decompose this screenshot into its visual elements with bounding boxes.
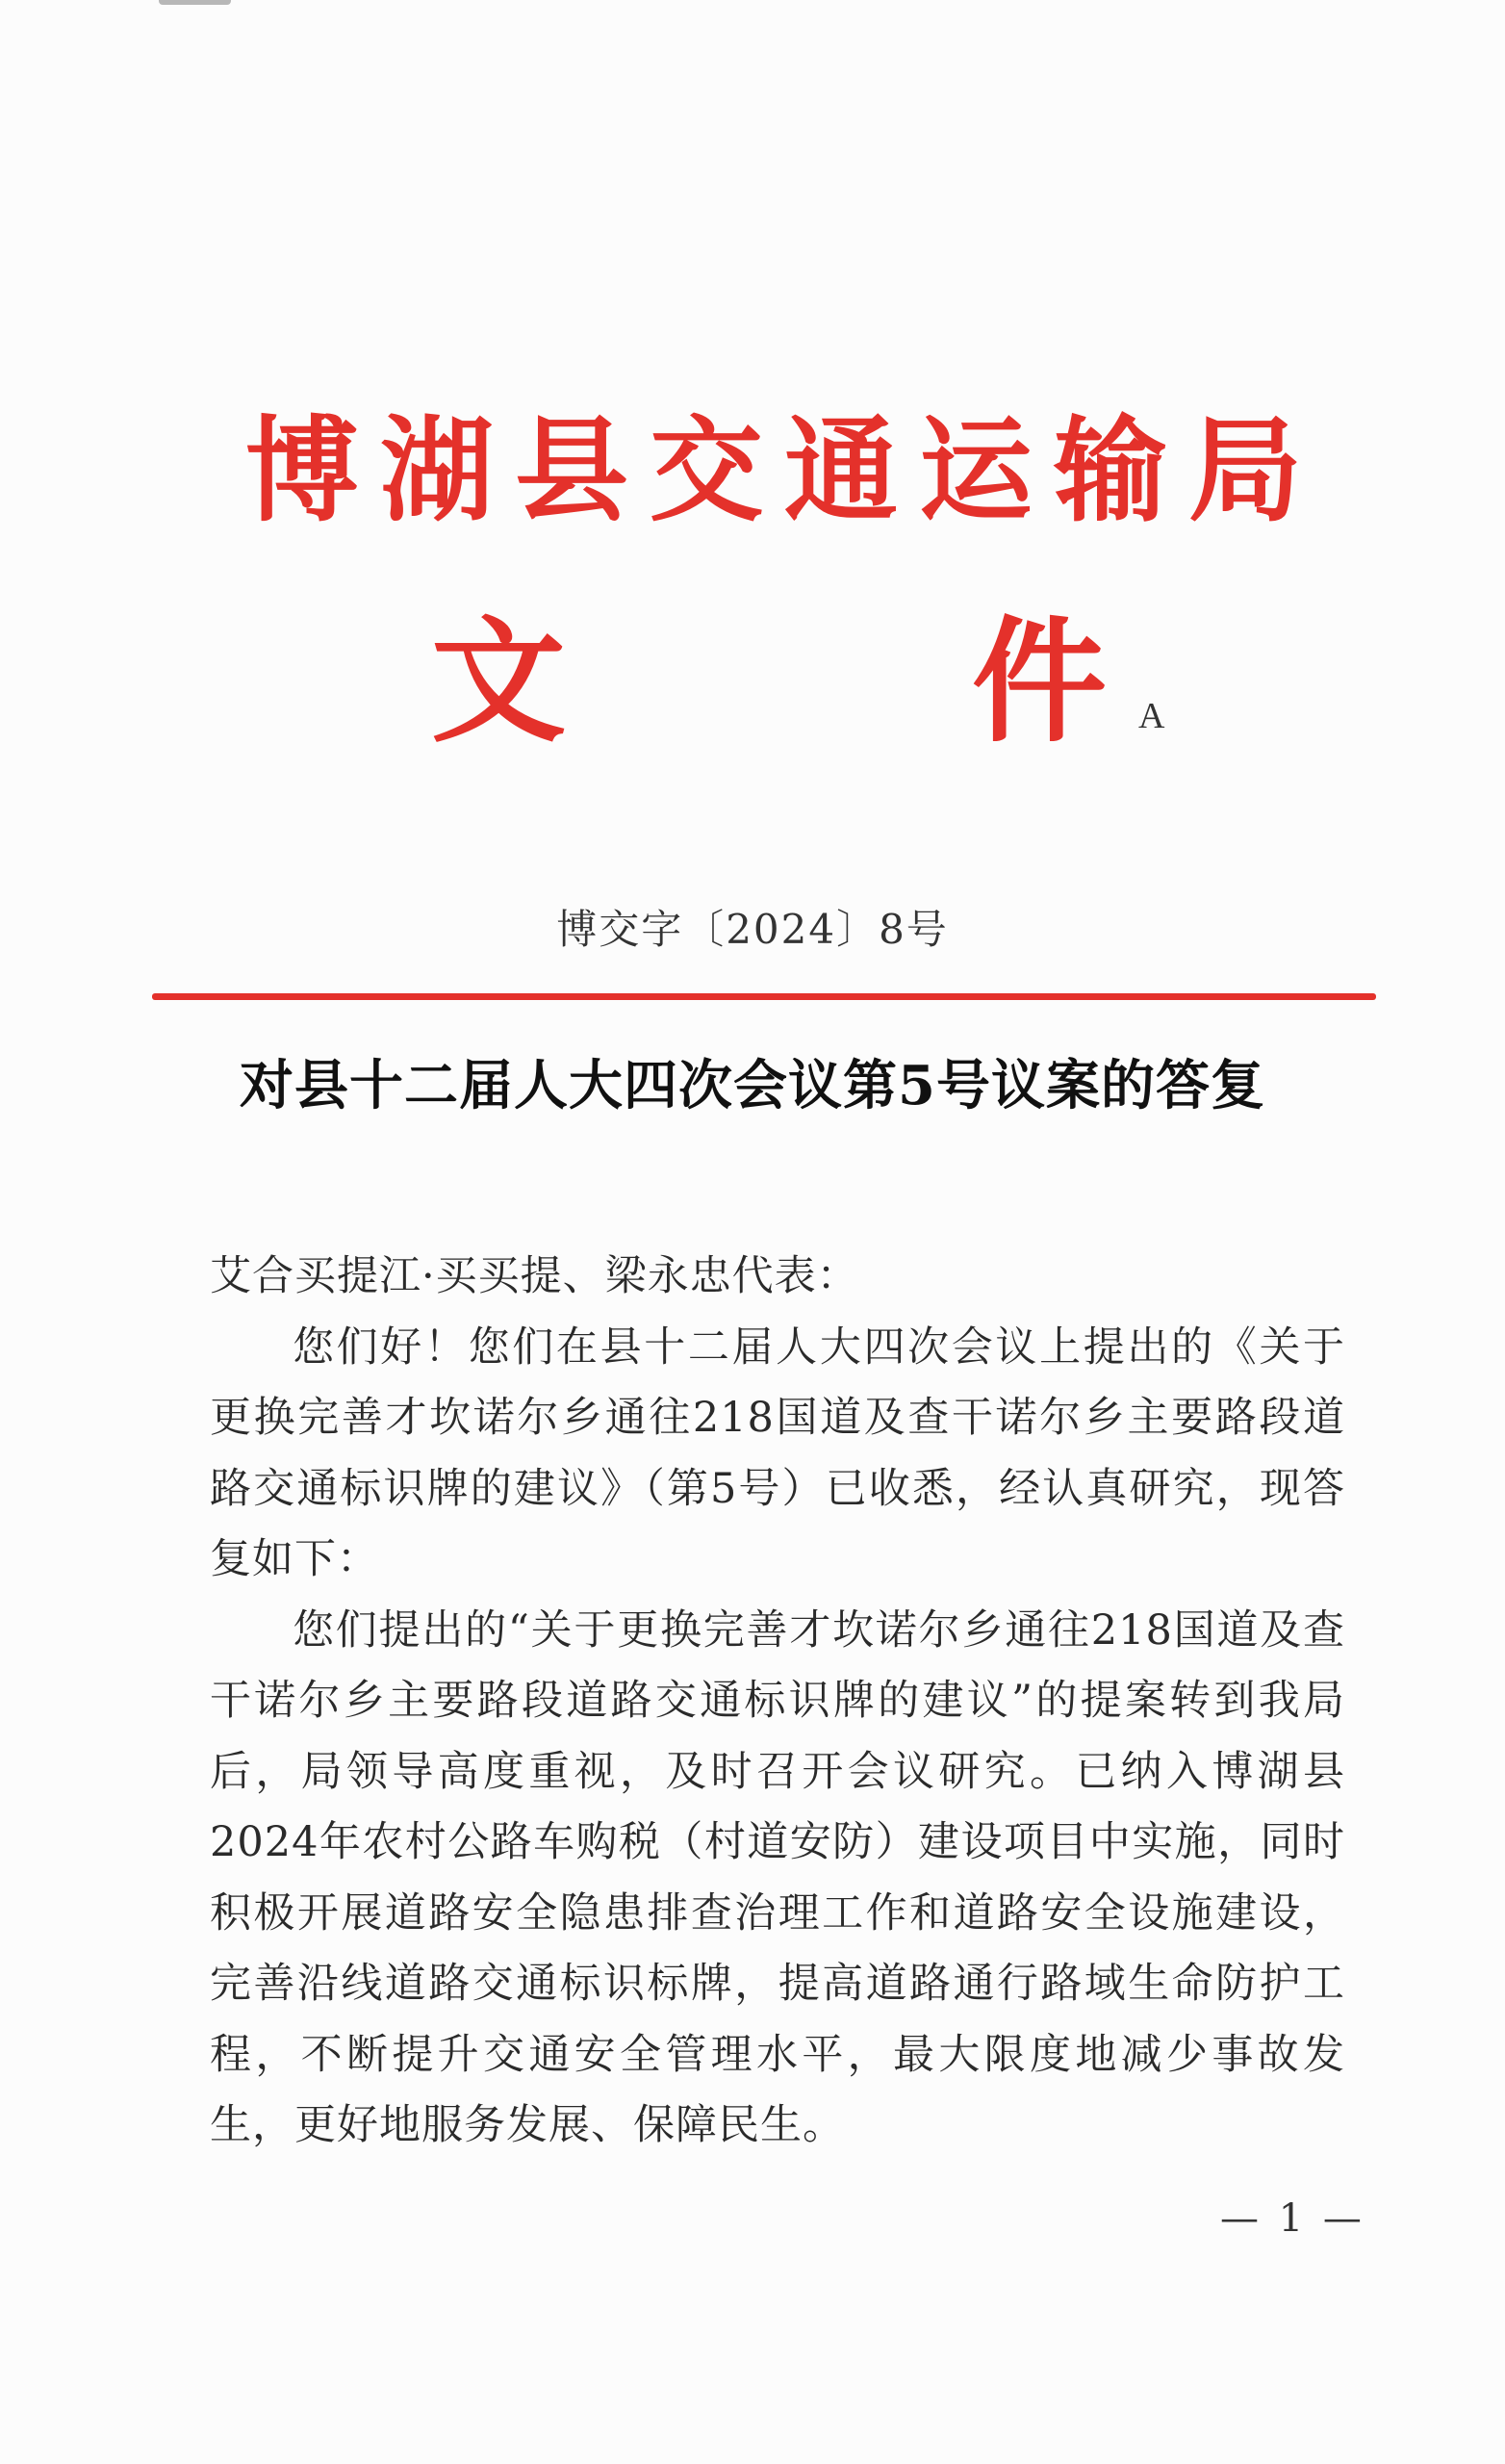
document-number: 博交字〔2024〕8号 — [556, 906, 949, 953]
page-number: — 1 — — [1220, 2196, 1365, 2241]
body-paragraph-1: 您们好！您们在县十二届人大四次会议上提出的《关于更换完善才坎诺尔乡通往218国道及查干诺尔乡主要路段道路交通标识牌的建议》（第5号）已收悉，经认真研究，现答复如下： — [210, 1322, 1345, 1583]
header-document-char-left: 文 — [431, 604, 567, 761]
salutation: 艾合买提江·买买提、梁永忠代表： — [210, 1252, 859, 1300]
red-separator-line — [152, 993, 1376, 1000]
issuing-authority-header: 博湖县交通运输局 — [245, 404, 1324, 537]
document-title: 对县十二届人大四次会议第5号议案的答复 — [240, 1054, 1265, 1117]
body-paragraph-2: 您们提出的“关于更换完善才坎诺尔乡通往218国道及查干诺尔乡主要路段道路交通标识牌的建议”的提案转到我局后，局领导高度重视，及时召开会议研究。已纳入博湖县2024年农村公路车购税（村道安防）建设项目中实施，同时积极开展道路安全隐患排查治理工作和道路安全设施建设，完善沿线道路交通标识标牌，提高道路通行路域生命防护工程，不断提升交通安全管理水平，最大限度地减少事故发生，更好地服务发展、保障民生。 — [210, 1605, 1345, 2149]
header-document-char-right: 件 — [972, 604, 1108, 761]
header-mark: A — [1138, 696, 1165, 736]
scan-artifact — [159, 0, 231, 5]
document-body — [210, 1242, 1345, 2162]
